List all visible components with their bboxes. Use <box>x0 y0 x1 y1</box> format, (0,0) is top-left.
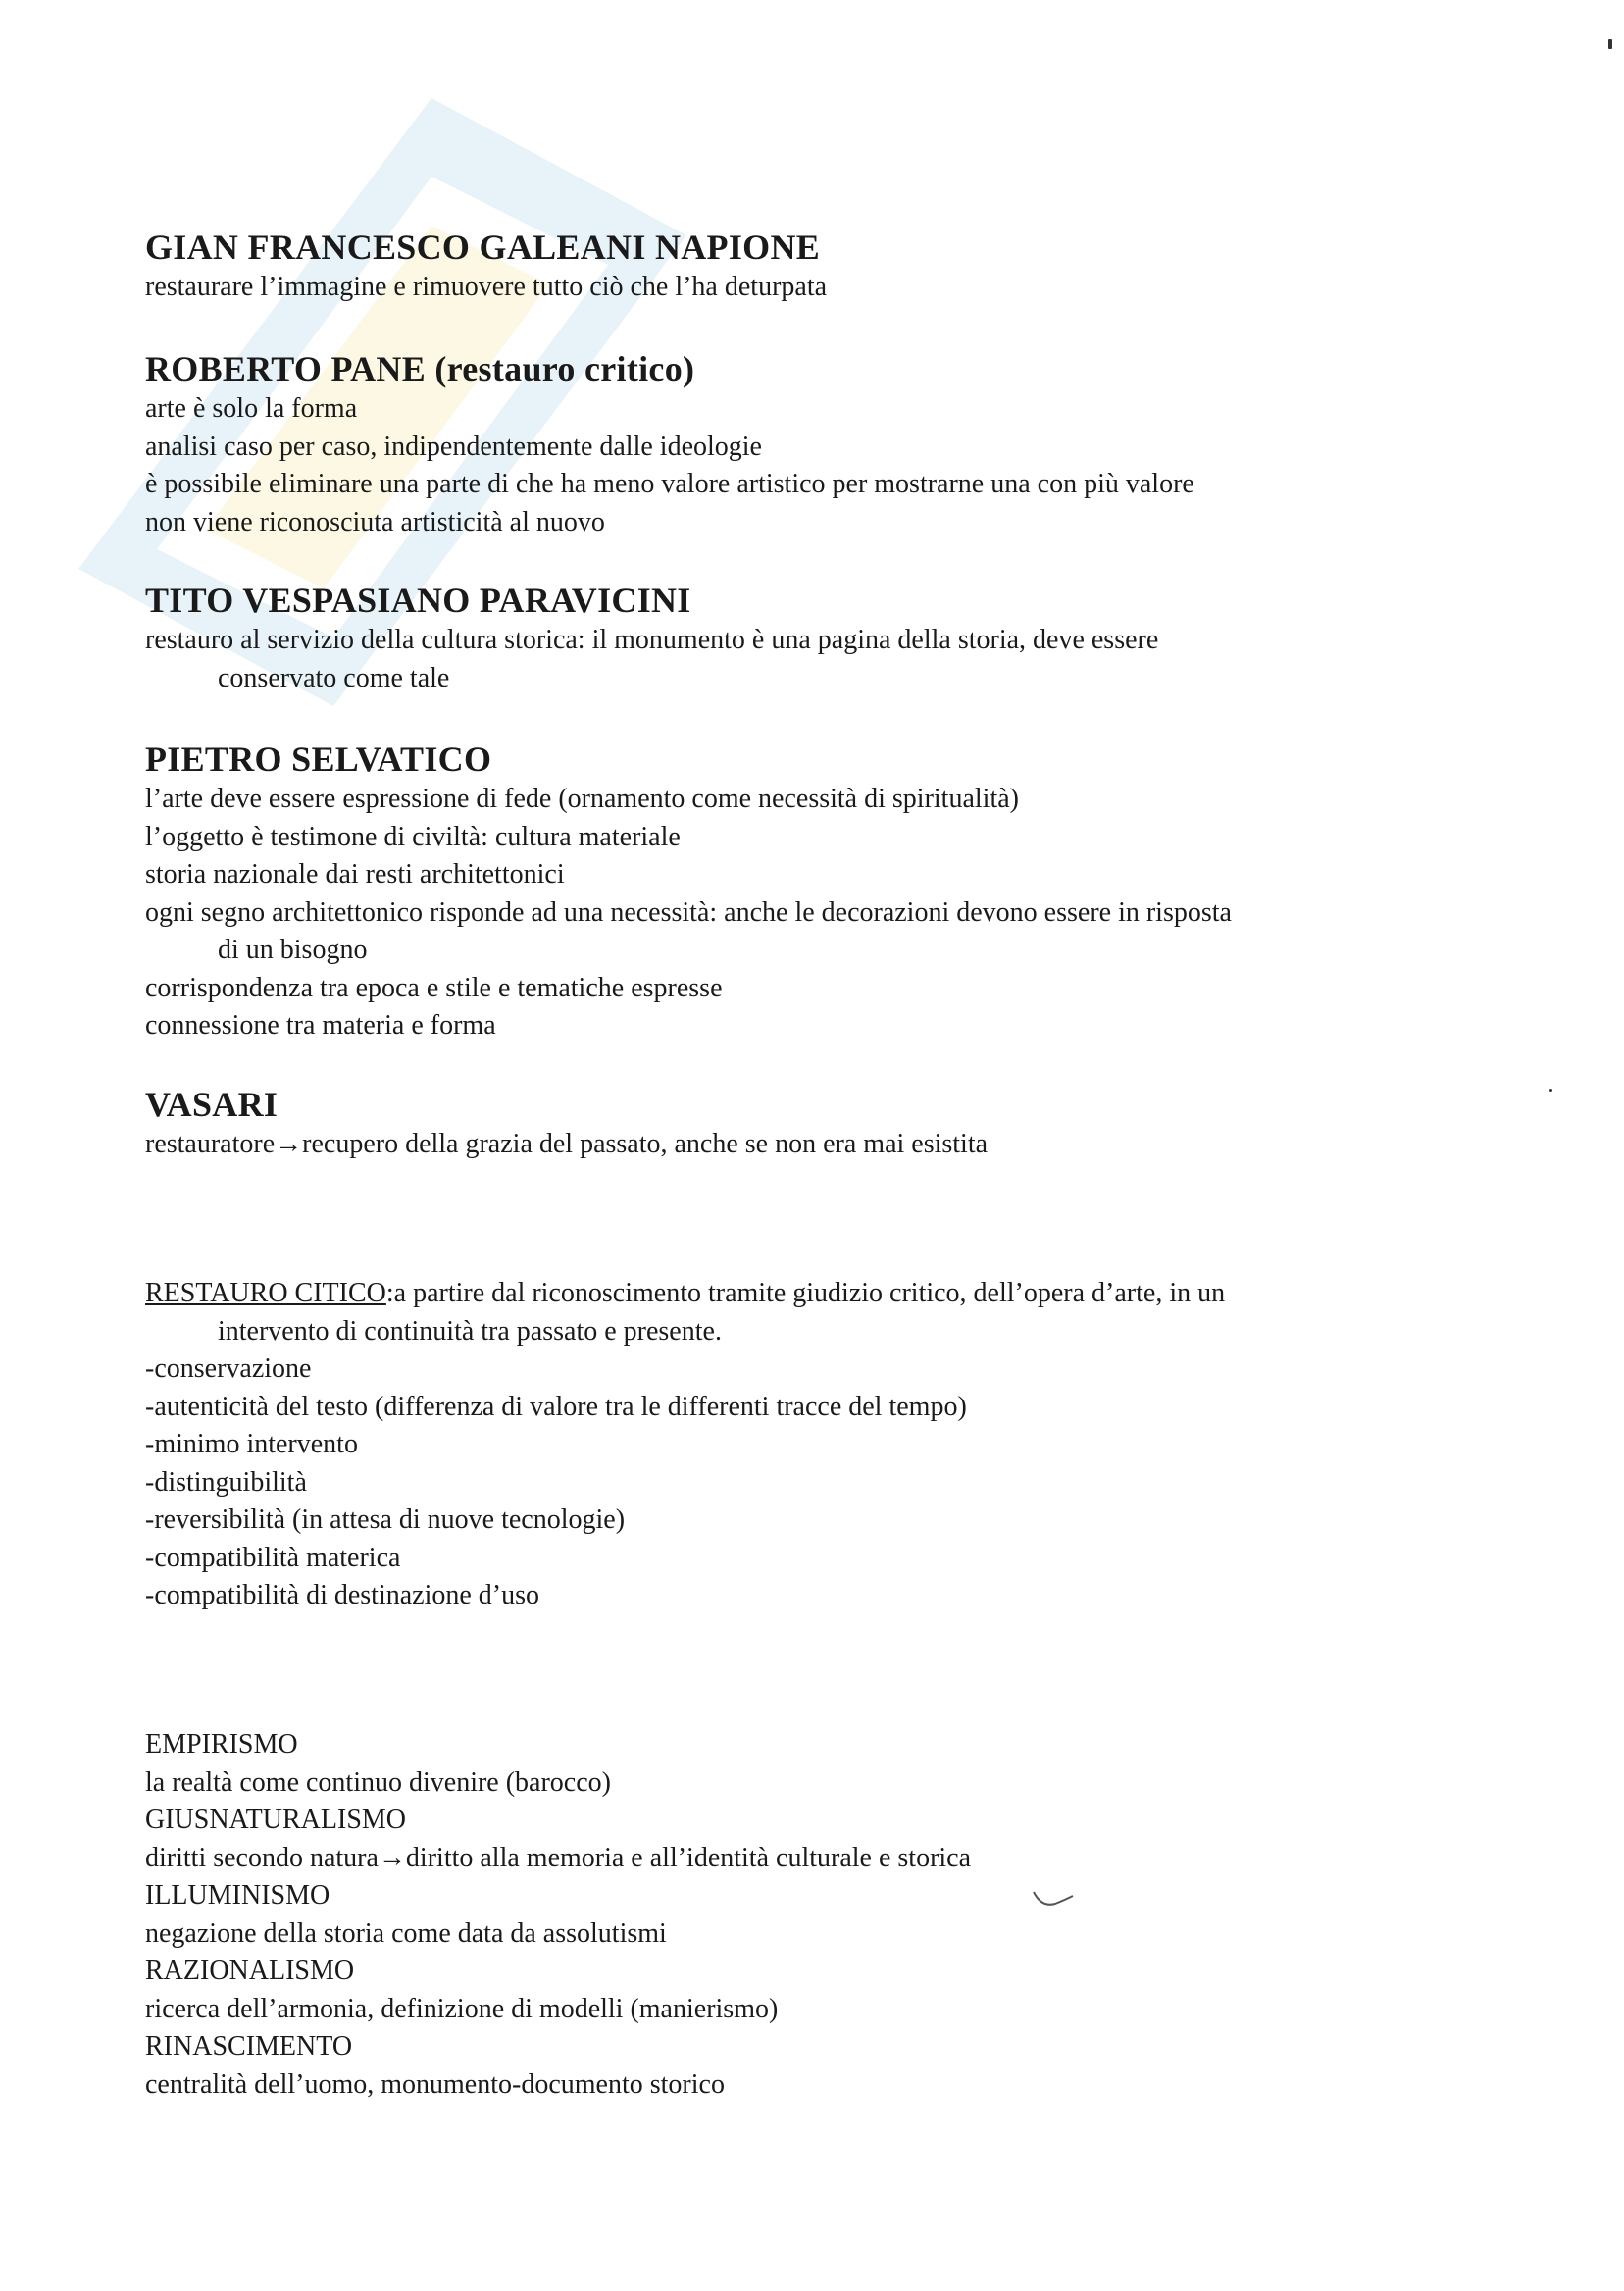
text-line: l’oggetto è testimone di civiltà: cultura materiale <box>145 821 681 852</box>
section-pane <box>145 347 1518 541</box>
principle-item: -compatibilità materica <box>145 1542 401 1573</box>
principle-item: -compatibilità di destinazione d’uso <box>145 1580 540 1610</box>
principle-item: -conservazione <box>145 1353 312 1384</box>
restauro-definition: :a partire dal riconoscimento tramite giudizio critico, dell’opera d’arte, in un <box>385 1278 1226 1308</box>
text-line: ogni segno architettonico risponde ad una necessità: anche le decorazioni devono essere in risposta <box>145 896 1232 928</box>
text-line: corrispondenza tra epoca e stile e tematiche espresse <box>145 972 723 1003</box>
definition-line <box>145 1275 1518 1313</box>
movement-desc: diritti secondo natura→diritto alla memoria e all’identità culturale e storica <box>145 1842 972 1873</box>
section-heading: VASARI <box>145 1085 279 1124</box>
section-heading: ROBERTO PANE (restauro critico) <box>145 349 695 388</box>
section-movements <box>145 1726 1518 2104</box>
text-line: arte è solo la forma <box>145 393 358 424</box>
text-line: non viene riconosciuta artisticità al nuovo <box>145 506 605 537</box>
text-line: restaurare l’immagine e rimuovere tutto ciò che l’ha deturpata <box>145 272 828 302</box>
text-line: l’arte deve essere espressione di fede (ornamento come necessità di spiritualità) <box>145 784 1019 814</box>
movement-desc: ricerca dell’armonia, definizione di modelli (manierismo) <box>145 1993 779 2024</box>
section-restauro-critico <box>145 1275 1518 1615</box>
section-napione <box>145 226 1518 307</box>
text-line: conservato come tale <box>218 662 450 693</box>
definition-continuation: intervento di continuità tra passato e presente. <box>218 1315 722 1347</box>
movement-desc: la realtà come continuo divenire (barocco) <box>145 1766 611 1798</box>
text-line: analisi caso per caso, indipendentemente dalle ideologie <box>145 431 762 462</box>
scan-speck <box>1549 1089 1552 1092</box>
scan-speck <box>1608 39 1612 49</box>
movement-desc: centralità dell’uomo, monumento-documento storico <box>145 2068 725 2100</box>
section-vasari <box>145 1083 1518 1164</box>
section-heading: GIAN FRANCESCO GALEANI NAPIONE <box>145 228 821 267</box>
principle-item: -autenticità del testo (differenza di valore tra le differenti tracce del tempo) <box>145 1391 967 1422</box>
section-heading: TITO VESPASIANO PARAVICINI <box>145 581 691 620</box>
movement-name: RINASCIMENTO <box>145 2031 353 2062</box>
section-selvatico <box>145 738 1518 1045</box>
scan-mark <box>1030 1888 1089 1917</box>
principle-item: -reversibilità (in attesa di nuove tecnologie) <box>145 1504 626 1535</box>
text-line: è possibile eliminare una parte di che ha meno valore artistico per mostrarne una con più valore <box>145 469 1194 499</box>
text-line: connessione tra materia e forma <box>145 1010 496 1041</box>
principle-item: -minimo intervento <box>145 1429 358 1459</box>
restauro-term: RESTAURO CITICO <box>145 1278 386 1308</box>
principle-item: -distinguibilità <box>145 1466 307 1498</box>
movement-name: EMPIRISMO <box>145 1729 298 1759</box>
movement-name: RAZIONALISMO <box>145 1956 355 1986</box>
movement-desc: negazione della storia come data da assolutismi <box>145 1917 667 1949</box>
section-paravicini <box>145 579 1518 697</box>
movement-name: GIUSNATURALISMO <box>145 1805 407 1835</box>
movement-name: ILLUMINISMO <box>145 1880 330 1910</box>
text-line: storia nazionale dai resti architettonici <box>145 859 565 890</box>
text-line: restauro al servizio della cultura storica: il monumento è una pagina della storia, deve essere <box>145 625 1159 655</box>
section-heading: PIETRO SELVATICO <box>145 739 492 779</box>
text-line: di un bisogno <box>218 935 368 965</box>
text-line: restauratore→recupero della grazia del passato, anche se non era mai esistita <box>145 1129 989 1159</box>
